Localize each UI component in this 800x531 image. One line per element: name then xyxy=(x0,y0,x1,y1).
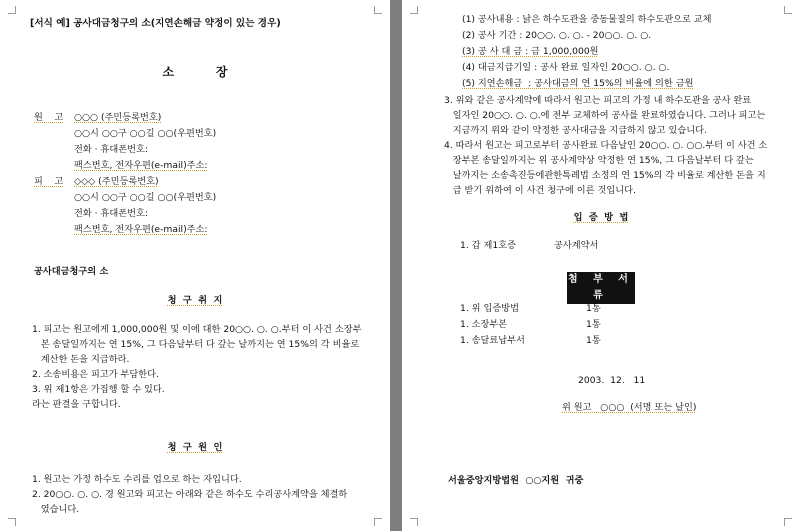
claim-line: 3. 위 제1항은 가집행 할 수 있다. xyxy=(32,384,165,395)
claim-heading: 청 구 취 지 xyxy=(167,295,223,306)
cause-line: 2. 20○○. ○. ○. 경 원고와 피고는 아래와 같은 하수도 수리공사계약을 체결하 xyxy=(32,489,348,500)
attach-qty: 1통 xyxy=(586,335,601,346)
evidence-heading: 입 증 방 법 xyxy=(573,212,629,223)
attach-qty: 1통 xyxy=(586,303,601,314)
form-header: [서식 예] 공사대금청구의 소(지연손해금 약정이 있는 경우) xyxy=(30,18,281,29)
defendant-label: 피 고 xyxy=(34,176,64,187)
plaintiff-label: 원 고 xyxy=(34,112,64,123)
contract-item: (1) 공사내용 : 낡은 하수도관을 중동물질의 하수도관으로 교체 xyxy=(462,14,712,25)
defendant-phone: 전화 · 휴대폰번호: xyxy=(74,208,148,219)
defendant-fax: 팩스번호, 전자우편(e-mail)주소: xyxy=(74,224,208,235)
evidence-no: 1. 갑 제1호증 xyxy=(460,240,516,251)
plaintiff-fax: 팩스번호, 전자우편(e-mail)주소: xyxy=(74,160,208,171)
claim-line: 1. 피고는 원고에게 1,000,000원 및 이에 대한 20○○. ○. ○.부터 이 사건 소장부 xyxy=(32,324,362,335)
court-name: 서울중앙지방법원 ○○지원 귀중 xyxy=(448,475,584,486)
para3-line: 일자인 20○○. ○. ○.에 전부 교체하여 공사를 완료하였습니다. 그러나 피고는 xyxy=(444,110,766,121)
plaintiff-address: ○○시 ○○구 ○○길 ○○(우편번호) xyxy=(74,128,217,139)
margin-mark xyxy=(784,518,792,526)
margin-mark xyxy=(8,6,16,14)
margin-mark xyxy=(8,518,16,526)
claim-line: 계산한 돈을 지급하라. xyxy=(32,354,130,365)
claim-line: 본 송달일까지는 연 15%, 그 다음날부터 다 갚는 날까지는 연 15%의 각 비율로 xyxy=(32,339,360,350)
contract-item: (3) 공 사 대 금 : 금 1,000,000원 xyxy=(462,46,599,57)
contract-item: (5) 지연손해금 : 공사대금의 연 15%의 비율에 의한 금원 xyxy=(462,78,694,89)
case-name: 공사대금청구의 소 xyxy=(34,266,109,277)
filing-date: 2003. 12. 11 xyxy=(578,375,646,386)
attach-no: 1. 위 입증방법 xyxy=(460,303,519,314)
claim-line: 라는 판결을 구합니다. xyxy=(32,399,121,410)
claim-line: 2. 소송비용은 피고가 부담한다. xyxy=(32,369,159,380)
document-page-right xyxy=(402,0,800,531)
defendant-name: ◇◇◇ (주민등록번호) xyxy=(74,176,159,187)
para4-line: 4. 따라서 원고는 피고로부터 공사완료 다음날인 20○○. ○. ○○.부터 이 사건 소 xyxy=(444,140,768,151)
plaintiff-phone: 전화 · 휴대폰번호: xyxy=(74,144,148,155)
cause-line: 였습니다. xyxy=(32,504,80,515)
para3-line: 3. 위와 같은 공사계약에 따라서 원고는 피고의 가정 내 하수도관을 공사 완료 xyxy=(444,95,752,106)
margin-mark xyxy=(374,6,382,14)
signature-line: 위 원고 ○○○ (서명 또는 날인) xyxy=(562,402,697,413)
contract-item: (2) 공사 기간 : 20○○. ○. ○. - 20○○. ○. ○. xyxy=(462,30,652,41)
margin-mark xyxy=(784,6,792,14)
para4-line: 날까지는 소송촉진등에관한특례법 소정의 연 15%의 각 비율로 계산한 돈을 지 xyxy=(444,170,766,181)
attach-heading: 첨 부 서 류 xyxy=(567,272,635,304)
para3-line: 지금까지 위와 같이 약정한 공사대금을 지급하지 않고 있습니다. xyxy=(444,125,707,136)
margin-mark xyxy=(410,6,418,14)
margin-mark xyxy=(410,518,418,526)
cause-line: 1. 원고는 가정 하수도 수리를 업으로 하는 자입니다. xyxy=(32,474,242,485)
margin-mark xyxy=(374,518,382,526)
plaintiff-name: ○○○ (주민등록번호) xyxy=(74,112,162,123)
contract-item: (4) 대금지급기일 : 공사 완료 일자인 20○○. ○. ○. xyxy=(462,62,670,73)
cause-heading: 청 구 원 인 xyxy=(167,442,223,453)
para4-line: 급 받기 위하여 이 사건 청구에 이른 것입니다. xyxy=(444,185,636,196)
attach-no: 1. 소장부본 xyxy=(460,319,508,330)
doc-title: 소 장 xyxy=(162,65,228,79)
evidence-desc: 공사계약서 xyxy=(554,240,599,251)
document-page-left xyxy=(0,0,390,531)
para4-line: 장부본 송달일까지는 위 공사계약상 약정한 연 15%, 그 다음날부터 다 갚는 xyxy=(444,155,754,166)
attach-no: 1. 송달료납부서 xyxy=(460,335,525,346)
attach-qty: 1통 xyxy=(586,319,601,330)
defendant-address: ○○시 ○○구 ○○길 ○○(우편번호) xyxy=(74,192,217,203)
